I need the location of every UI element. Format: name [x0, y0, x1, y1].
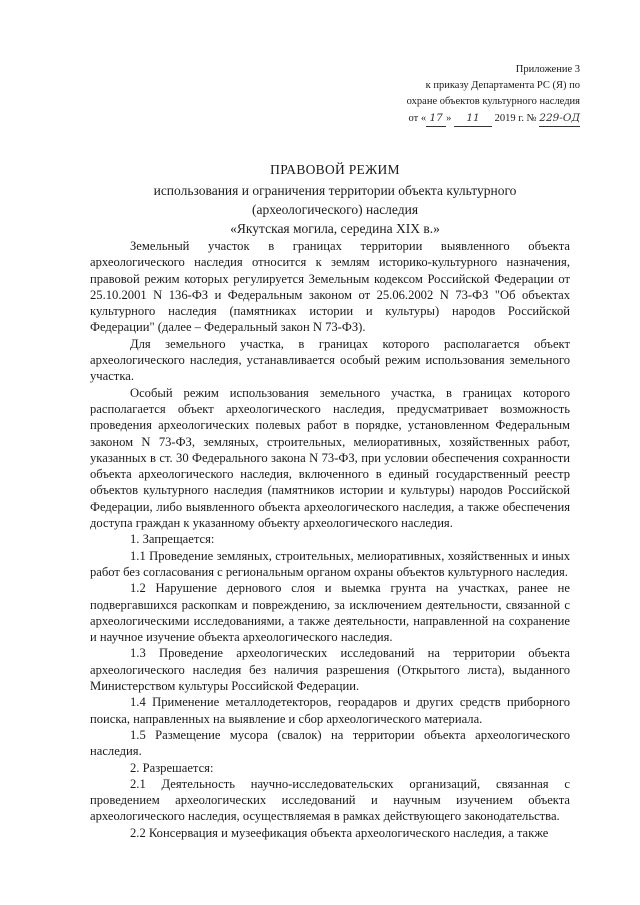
paragraph: Особый режим использования земельного участка, в границах которого располагается объект археологического наследия, предусматривает возможность проведения археологических полевых работ в порядке, установленном Федеральным законом N 73-ФЗ, земляных, строительных, мелиоративных, хозяйственных работ, указанных в ст. 30 Федерального закона N 73-ФЗ, при условии обеспечения сохранности объекта археологического наследия, включенного в единый государственный реестр объектов культурного наследия (памятников истории и культуры) народов Российской Федерации, либо выявленного объекта археологического наследия, а также обеспечения доступа граждан к указанному объекту археологического наследия. [90, 385, 570, 531]
date-month: 11 [454, 110, 492, 127]
paragraph: Для земельного участка, в границах которого располагается объект археологического наследия, устанавливается особый режим использования земельного участка. [90, 336, 570, 384]
paragraph: 1.5 Размещение мусора (свалок) на территории объекта археологического наследия. [90, 727, 570, 759]
appendix-date-line [340, 110, 580, 127]
paragraph: 1.2 Нарушение дернового слоя и выемка грунта на участках, ранее не подвергавшихся раскопкам и повреждению, за исключением деятельности, связанной с археологическими исследованиями, а также деятельности, направленной на сохранение и научное изучение объекта археологического наследия. [90, 581, 570, 645]
date-mid: » [446, 113, 452, 124]
paragraph: 1. Запрещается: [130, 532, 215, 547]
order-number: 229-ОД [539, 110, 580, 127]
document-body [90, 238, 570, 841]
paragraph: 2. Разрешается: [130, 760, 214, 775]
appendix-label: Приложение 3 [515, 64, 580, 75]
title-main: ПРАВОВОЙ РЕЖИМ [270, 162, 400, 177]
paragraph: 1.1 Проведение земляных, строительных, мелиоративных, хозяйственных и иных работ без согласования с региональным органом охраны объектов культурного наследия. [90, 548, 570, 579]
date-prefix: от « [408, 113, 427, 124]
date-year: 2019 г. № [494, 113, 537, 124]
appendix-header [340, 62, 580, 127]
title-line-4: «Якутская могила, середина XIX в.» [230, 221, 440, 236]
appendix-order-ref: к приказу Департамента РС (Я) по [425, 80, 580, 91]
paragraph: 1.4 Применение металлодетекторов, георадаров и других средств приборного поиска, направленных на выявление и сбор археологического материала. [90, 695, 570, 726]
paragraph: 2.2 Консервация и музеефикация объекта археологического наследия, а также [130, 825, 549, 840]
appendix-department: охране объектов культурного наследия [406, 96, 580, 107]
document-title [120, 160, 550, 238]
paragraph: 1.3 Проведение археологических исследований на территории объекта археологического наследия без наличия разрешения (Открытого листа), выданного Министерством культуры Российской Федерации. [90, 646, 570, 694]
title-line-2: использования и ограничения территории объекта культурного [153, 183, 517, 198]
date-day: 17 [426, 110, 446, 127]
title-line-3: (археологического) наследия [251, 202, 419, 217]
paragraph: Земельный участок в границах территории выявленного объекта археологического наследия относится к землям историко-культурного назначения, правовой режим которых регулируется Земельным кодексом Российской Федерации от 25.10.2001 N 136-ФЗ и Федеральным законом от 25.06.2002 N 73-ФЗ "Об объектах культурного наследия (памятниках истории и культуры) народов Российской Федерации" (далее – Федеральный закон N 73-ФЗ). [90, 239, 570, 335]
paragraph: 2.1 Деятельность научно-исследовательских организаций, связанная с проведением археологических исследований и научным изучением объекта археологического наследия, осуществляемая в рамках действующего законодательства. [90, 776, 570, 824]
